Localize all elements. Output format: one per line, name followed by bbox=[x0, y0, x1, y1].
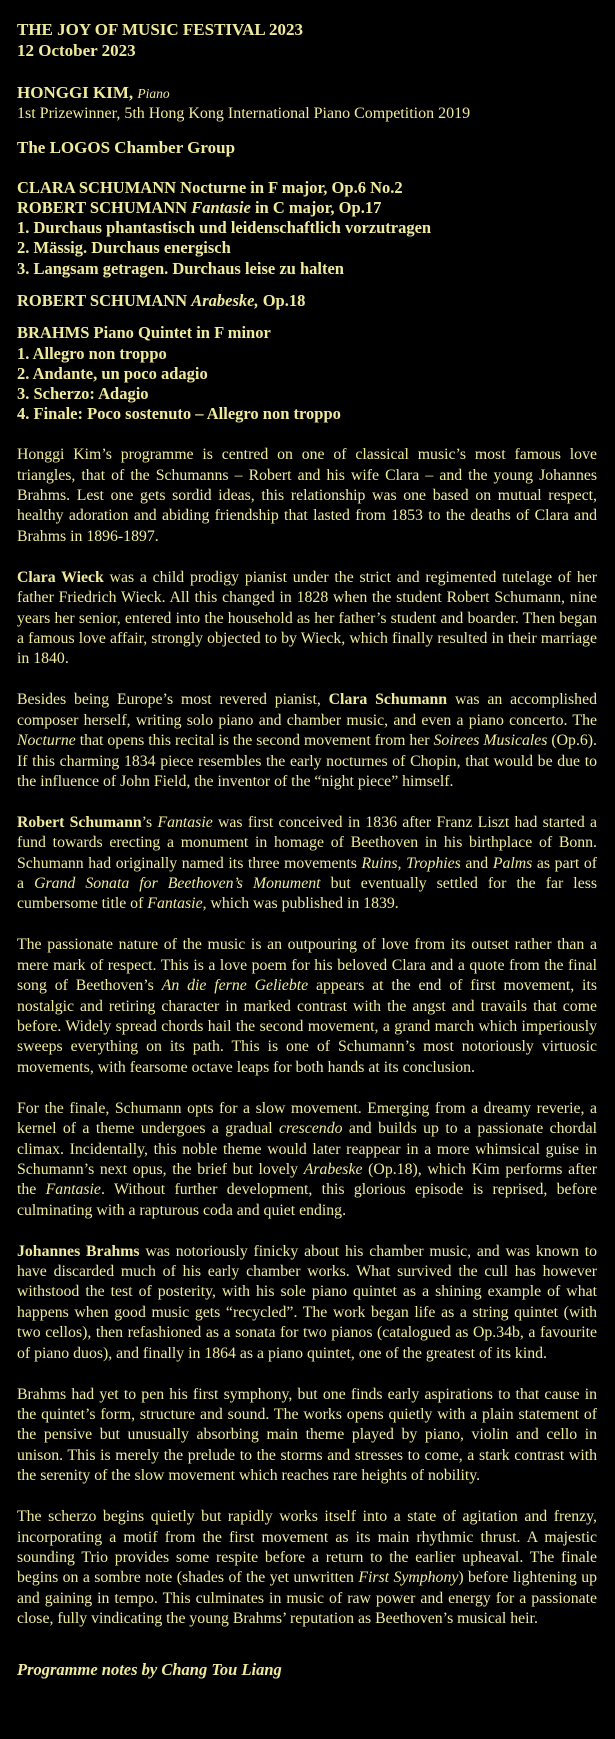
notes-paragraph-finale: For the finale, Schumann opts for a slow movement. Emerging from a dreamy reverie, a kernel of a theme undergoes a gradual crescendo and builds up to a passionate chordal climax. Incidentally, this noble theme would later reappear in a more whimsical guise in Schumann’s next opus, the brief but lovely Arabeske (Op.18), which Kim performs after the Fantasie. Without further development, this glorious episode is reprised, before culminating with a rapturous coda and quiet ending. bbox=[17, 1099, 598, 1219]
programme-movement: 3. Scherzo: Adagio bbox=[17, 384, 149, 404]
notes-paragraph-clara-wieck: Clara Wieck was a child prodigy pianist under the strict and regimented tutelage of her father Friedrich Wieck. All this changed in 1828 when the student Robert Schumann, nine years her senior, entered into the household as her father’s student and boarder. Then began a famous love affair, strongly objected to by Wieck, which finally resulted in their marriage in 1840. bbox=[17, 568, 597, 668]
notes-paragraph-johannes-brahms: Johannes Brahms was notoriously finicky about his chamber music, and was known to have discarded much of his early chamber works. What survived the cull has however withstood the test of posterity, with his sole piano quintet as a shining example of what happens when good music gets “recycled”. The work began life as a string quintet (with two cellos), then refashioned as a sonata for two pianos (catalogued as Op.34b, a favourite of piano duos), and finally in 1864 as a piano quintet, one of the greatest of its kind. bbox=[17, 1242, 597, 1362]
artist-line bbox=[17, 82, 597, 104]
programme-movement: 4. Finale: Poco sostenuto – Allegro non troppo bbox=[17, 404, 341, 424]
programme-group-arabeske bbox=[17, 291, 597, 311]
notes-paragraph-quintet: Brahms had yet to pen his first symphony, but one finds early aspirations to that cause in the quintet’s form, structure and sound. The works opens quietly with a plain statement of the pensive but unusually absorbing main theme played by piano, violin and cello in unison. This is merely the prelude to the storms and stresses to come, a stark contrast with the serenity of the slow movement which reaches rare heights of nobility. bbox=[17, 1385, 597, 1485]
programme-movement: 3. Langsam getragen. Durchaus leise zu halten bbox=[17, 258, 344, 278]
programme-line: BRAHMS Piano Quintet in F minor bbox=[17, 323, 271, 343]
performers-section bbox=[17, 82, 597, 158]
programme-line: ROBERT SCHUMANN Fantasie in C major, Op.17 bbox=[17, 197, 382, 217]
ensemble-name: The LOGOS Chamber Group bbox=[17, 137, 236, 157]
notes-paragraph-intro: Honggi Kim’s programme is centred on one of classical music’s most famous love triangles, that of the Schumanns – Robert and his wife Clara – and the young Johannes Brahms. Lest one gets sordid ideas, this relationship was one based on mutual respect, healthy adoration and abiding friendship that lasted from 1853 to the deaths of Clara and Brahms in 1896-1897. bbox=[17, 446, 597, 545]
artist-credit: 1st Prizewinner, 5th Hong Kong International Piano Competition 2019 bbox=[17, 105, 471, 122]
programme-movement: 2. Andante, un poco adagio bbox=[17, 363, 208, 383]
notes-paragraph-scherzo: The scherzo begins quietly but rapidly works itself into a state of agitation and frenzy, incorporating a motif from the first movement as its main rhythmic thrust. A majestic sounding Trio provides some respite before a return to the earlier upheaval. The finale begins on a sombre note (shades of the yet unwritten First Symphony) before lightening up and gaining in tempo. This culminates in music of raw power and energy for a passionate close, fully vindicating the young Brahms’ reputation as Beethoven’s musical heir. bbox=[17, 1508, 597, 1628]
notes-paragraph-clara-schumann: Besides being Europe’s most revered pianist, Clara Schumann was an accomplished composer herself, writing solo piano and chamber music, and even a piano concerto. The Nocturne that opens this recital is the second movement from her Soirees Musicales (Op.6). If this charming 1834 piece resembles the early nocturnes of Chopin, that would be due to the influence of John Field, the inventor of the “night piece” himself. bbox=[17, 691, 598, 790]
programme-movement: 2. Mässig. Durchaus energisch bbox=[17, 238, 231, 258]
programme-line: ROBERT SCHUMANN Arabeske, Op.18 bbox=[17, 290, 306, 310]
programme-line: CLARA SCHUMANN Nocturne in F major, Op.6 No.2 bbox=[17, 177, 403, 197]
programme-group-brahms bbox=[17, 323, 597, 424]
artist-instrument: Piano bbox=[137, 86, 170, 101]
programme-movement: 1. Allegro non troppo bbox=[17, 343, 167, 363]
concert-date: 12 October 2023 bbox=[17, 41, 136, 60]
programme-group-schumann bbox=[17, 178, 597, 279]
programme-list bbox=[17, 178, 597, 425]
programme-movement: 1. Durchaus phantastisch und leidenschaftlich vorzutragen bbox=[17, 218, 432, 238]
festival-title: THE JOY OF MUSIC FESTIVAL 2023 bbox=[17, 20, 304, 39]
notes-byline: Programme notes by Chang Tou Liang bbox=[17, 1659, 282, 1679]
artist-name: HONGGI KIM, bbox=[17, 83, 134, 102]
page-header bbox=[17, 19, 597, 61]
notes-paragraph-fantasie: The passionate nature of the music is an outpouring of love from its outset rather than a mere mark of respect. This is a love poem for his beloved Clara and a quote from the final song of Beethoven’s An die ferne Geliebte appears at the end of first movement, its nostalgic and retiring character in marked contrast with the angst and travails that come before. Widely spread chords hail the second movement, a grand march which imperiously sweeps everything on its path. This is one of Schumann’s most notoriously virtuosic movements, with fearsome octave leaps for both hands at its conclusion. bbox=[17, 936, 597, 1076]
programme-notes bbox=[17, 445, 597, 1629]
notes-paragraph-robert-schumann: Robert Schumann’s Fantasie was first conceived in 1836 after Franz Liszt had started a fund towards erecting a monument in homage of Beethoven in his birthplace of Bonn. Schumann had originally named its three movements Ruins, Trophies and Palms as part of a Grand Sonata for Beethoven’s Monument but eventually settled for the far less cumbersome title of Fantasie, which was published in 1839. bbox=[17, 813, 598, 913]
